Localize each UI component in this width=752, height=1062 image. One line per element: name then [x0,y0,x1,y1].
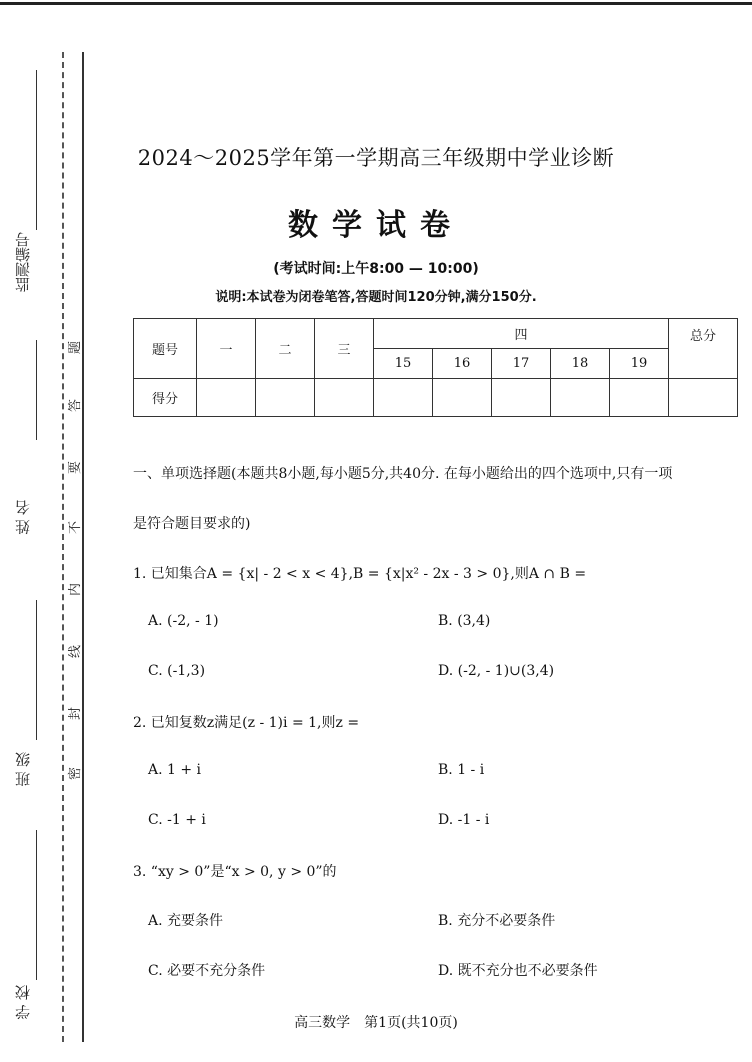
seal-char: 封 [68,706,84,721]
score-cell[interactable] [551,379,610,417]
row-label-score: 得分 [134,379,197,417]
exam-time: (考试时间:上午8:00 — 10:00) [273,261,479,277]
instructions: 说明:本试卷为闭卷笔答,答题时间120分钟,满分150分. [215,290,537,305]
section-heading-line: 一、单项选择题(本题共8小题,每小题5分,共40分. 在每小题给出的四个选项中,只有一项 [133,466,673,482]
section-heading-line: 是符合题目要求的) [133,516,251,532]
seal-char: 答 [68,398,84,413]
option-a: A. 1 + i [148,762,202,778]
seal-char: 密 [68,766,84,781]
score-cell[interactable] [315,379,374,417]
option-b: B. 1 - i [438,762,485,778]
score-cell[interactable] [492,379,551,417]
group-header: 四 [374,319,669,349]
option-a: A. (-2, - 1) [148,613,219,629]
sub-question-number: 18 [551,349,610,379]
question-stem: 1. 已知集合A = {x| - 2 < x < 4},B = {x|x² - 2x - 3 > 0},则A ∩ B = [133,566,587,582]
sub-question-number: 15 [374,349,433,379]
question-stem: 3. “xy > 0”是“x > 0, y > 0”的 [133,864,337,880]
score-cell[interactable] [374,379,433,417]
total-header: 总分 [669,319,738,379]
seal-char: 题 [68,340,84,355]
score-table [133,318,738,417]
seal-char: 内 [68,582,84,597]
row-label-question-no: 题号 [134,319,197,379]
school-blank-line [36,830,37,980]
sub-question-number: 17 [492,349,551,379]
question-stem: 2. 已知复数z满足(z - 1)i = 1,则z = [133,715,360,731]
option-c: C. 必要不充分条件 [148,963,266,979]
score-cell[interactable] [610,379,669,417]
exam-title: 2024～2025学年第一学期高三年级期中学业诊断 [137,146,615,170]
seal-char: 要 [68,460,84,475]
option-d: D. -1 - i [438,812,490,828]
id-number-label: 监测编号 [14,232,32,292]
option-a: A. 充要条件 [148,913,224,929]
section-header: 一 [197,319,256,379]
section-header: 二 [256,319,315,379]
option-c: C. (-1,3) [148,663,206,679]
option-b: B. 充分不必要条件 [438,913,556,929]
option-b: B. (3,4) [438,613,491,629]
class-label: 班 级 [14,752,32,787]
school-label: 学 校 [14,985,32,1020]
top-border [0,2,752,5]
score-cell[interactable] [197,379,256,417]
subject-title: 数学试卷 [288,208,464,243]
sub-question-number: 16 [433,349,492,379]
score-cell[interactable] [433,379,492,417]
seal-char: 不 [68,520,84,535]
class-blank-line [36,600,37,740]
seal-char: 线 [68,644,84,659]
option-d: D. (-2, - 1)∪(3,4) [438,663,555,679]
total-score-cell[interactable] [669,379,738,417]
section-header: 三 [315,319,374,379]
page-footer: 高三数学 第1页(共10页) [294,1015,458,1031]
name-blank-line [36,340,37,440]
option-d: D. 既不充分也不必要条件 [438,963,598,979]
option-c: C. -1 + i [148,812,206,828]
name-label: 姓 名 [14,500,32,535]
sub-question-number: 19 [610,349,669,379]
score-cell[interactable] [256,379,315,417]
